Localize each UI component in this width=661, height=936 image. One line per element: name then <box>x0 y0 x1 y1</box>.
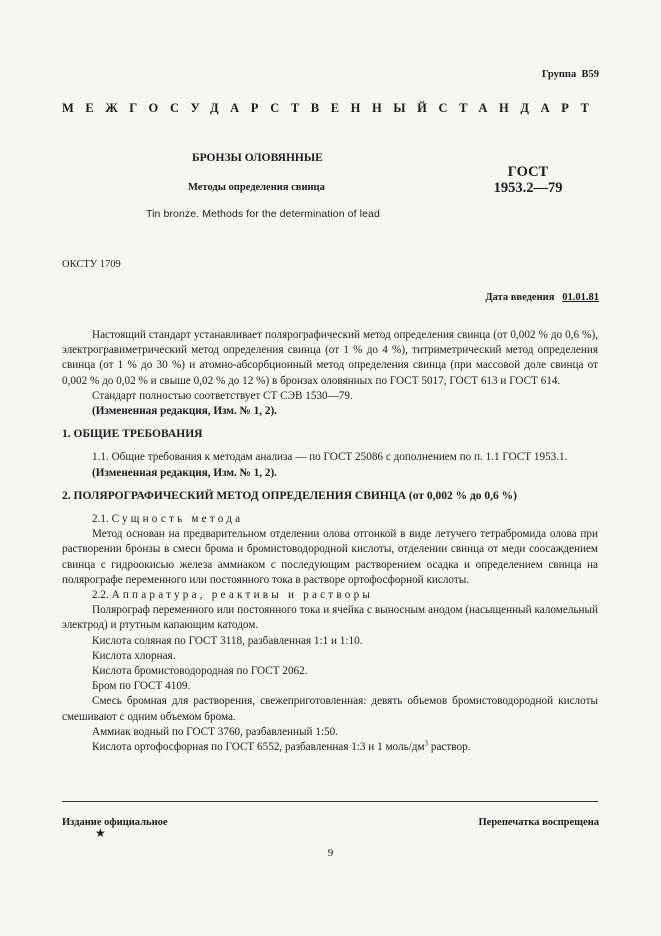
group-code <box>542 67 599 82</box>
clause-title: Сущность метода <box>111 513 244 526</box>
clause-2-1-text: Метод основан на предварительном отделении олова отгонкой в виде летучего тетрабромида олова при растворении бронзы в смеси брома и бромистоводородной кислоты, отделении свинца от меди соосаждением свинца с гидроокисью железа аммиаком с последующим растворением осадка и определением свинца на полярографе переменного или постоянного тока в растворе ортофосфорной кислоты. <box>62 528 598 586</box>
document-subtitle: Методы определения свинца <box>188 182 325 193</box>
english-title: Tin bronze. Methods for the determination of lead <box>146 208 380 220</box>
clause-number: 2.1. <box>92 513 109 526</box>
reagent-item: Кислота хлорная. <box>92 649 176 662</box>
document-body <box>62 328 598 755</box>
amendment-note: (Измененная редакция, Изм. № 1, 2). <box>92 466 277 479</box>
group-label: Группа <box>541 69 577 80</box>
reprint-prohibited: Перепечатка воспрещена <box>478 817 599 828</box>
gost-label: ГОСТ <box>507 164 549 180</box>
amendment-note: (Измененная редакция, Изм. № 1, 2). <box>92 405 277 418</box>
reagent-text-end: раствор. <box>428 741 471 754</box>
document-title: БРОНЗЫ ОЛОВЯННЫЕ <box>192 152 323 164</box>
reagent-text: Кислота ортофосфорная по ГОСТ 6552, разбавленная 1:3 и 1 моль/дм <box>92 741 425 754</box>
reagent-item: Кислота соляная по ГОСТ 3118, разбавленная 1:1 и 1:10. <box>92 634 363 647</box>
official-edition: Издание официальное <box>62 817 168 828</box>
date-label: Дата введения <box>485 292 555 303</box>
section-2-heading: 2. ПОЛЯРОГРАФИЧЕСКИЙ МЕТОД ОПРЕДЕЛЕНИЯ СВИНЦА (от 0,002 % до 0,6 %) <box>62 489 518 502</box>
clause-1-1: 1.1. Общие требования к методам анализа — по ГОСТ 25086 с дополнением по п. 1.1 ГОСТ 1953.1. <box>92 451 568 464</box>
oksu-code: ОКСТУ 1709 <box>62 259 121 270</box>
clause-2-1-heading <box>62 512 598 527</box>
reagent-item <box>62 740 598 755</box>
superscript: 3 <box>424 739 429 748</box>
group-value: В59 <box>581 69 599 80</box>
banner-right: СТАНДАРТ <box>438 101 601 115</box>
date-value: 01.01.81 <box>562 292 599 303</box>
page-number: 9 <box>327 847 334 859</box>
banner-left: МЕЖГОСУДАРСТВЕННЫЙ <box>62 101 439 115</box>
reagent-item: Бром по ГОСТ 4109. <box>92 680 191 693</box>
star-icon: ★ <box>95 826 106 840</box>
standard-banner <box>62 101 601 116</box>
footer-divider <box>62 801 598 802</box>
clause-2-2-heading <box>62 588 598 603</box>
gost-designation <box>491 164 565 196</box>
gost-number: 1953.2—79 <box>493 180 563 196</box>
reagent-item: Кислота бромистоводородная по ГОСТ 2062. <box>92 665 308 678</box>
clause-number: 2.2. <box>92 589 109 602</box>
clause-title: Аппаратура, реактивы и растворы <box>111 589 374 602</box>
reagent-item: Аммиак водный по ГОСТ 3760, разбавленный 1:50. <box>92 725 339 738</box>
equipment-item: Полярограф переменного или постоянного тока и ячейка с выносным анодом (насыщенный каломельный электрод) и ртутным капающим катодом. <box>62 604 598 632</box>
intro-paragraph: Настоящий стандарт устанавливает полярографический метод определения свинца (от 0,002 % до 0,6 %), электрогравиметрический метод определения свинца (от 1 % до 4 %), титриметрический метод определения свинца (от 1 % до 30 %) и атомно-абсорбционный метод определения свинца (при массовой доле свинца от 0,002 % до 0,02 % и свыше 0,02 % до 12 %) в бронзах оловянных по ГОСТ 5017, ГОСТ 613 и ГОСТ 614. <box>62 329 598 387</box>
effective-date <box>485 290 599 305</box>
reagent-item: Смесь бромная для растворения, свежеприготовленная: девять объемов бромистоводородной кислоты смешивают с одним объемом брома. <box>62 695 598 723</box>
compliance-paragraph: Стандарт полностью соответствует СТ СЭВ 1530—79. <box>92 389 353 402</box>
section-1-heading: 1. ОБЩИЕ ТРЕБОВАНИЯ <box>62 428 203 441</box>
